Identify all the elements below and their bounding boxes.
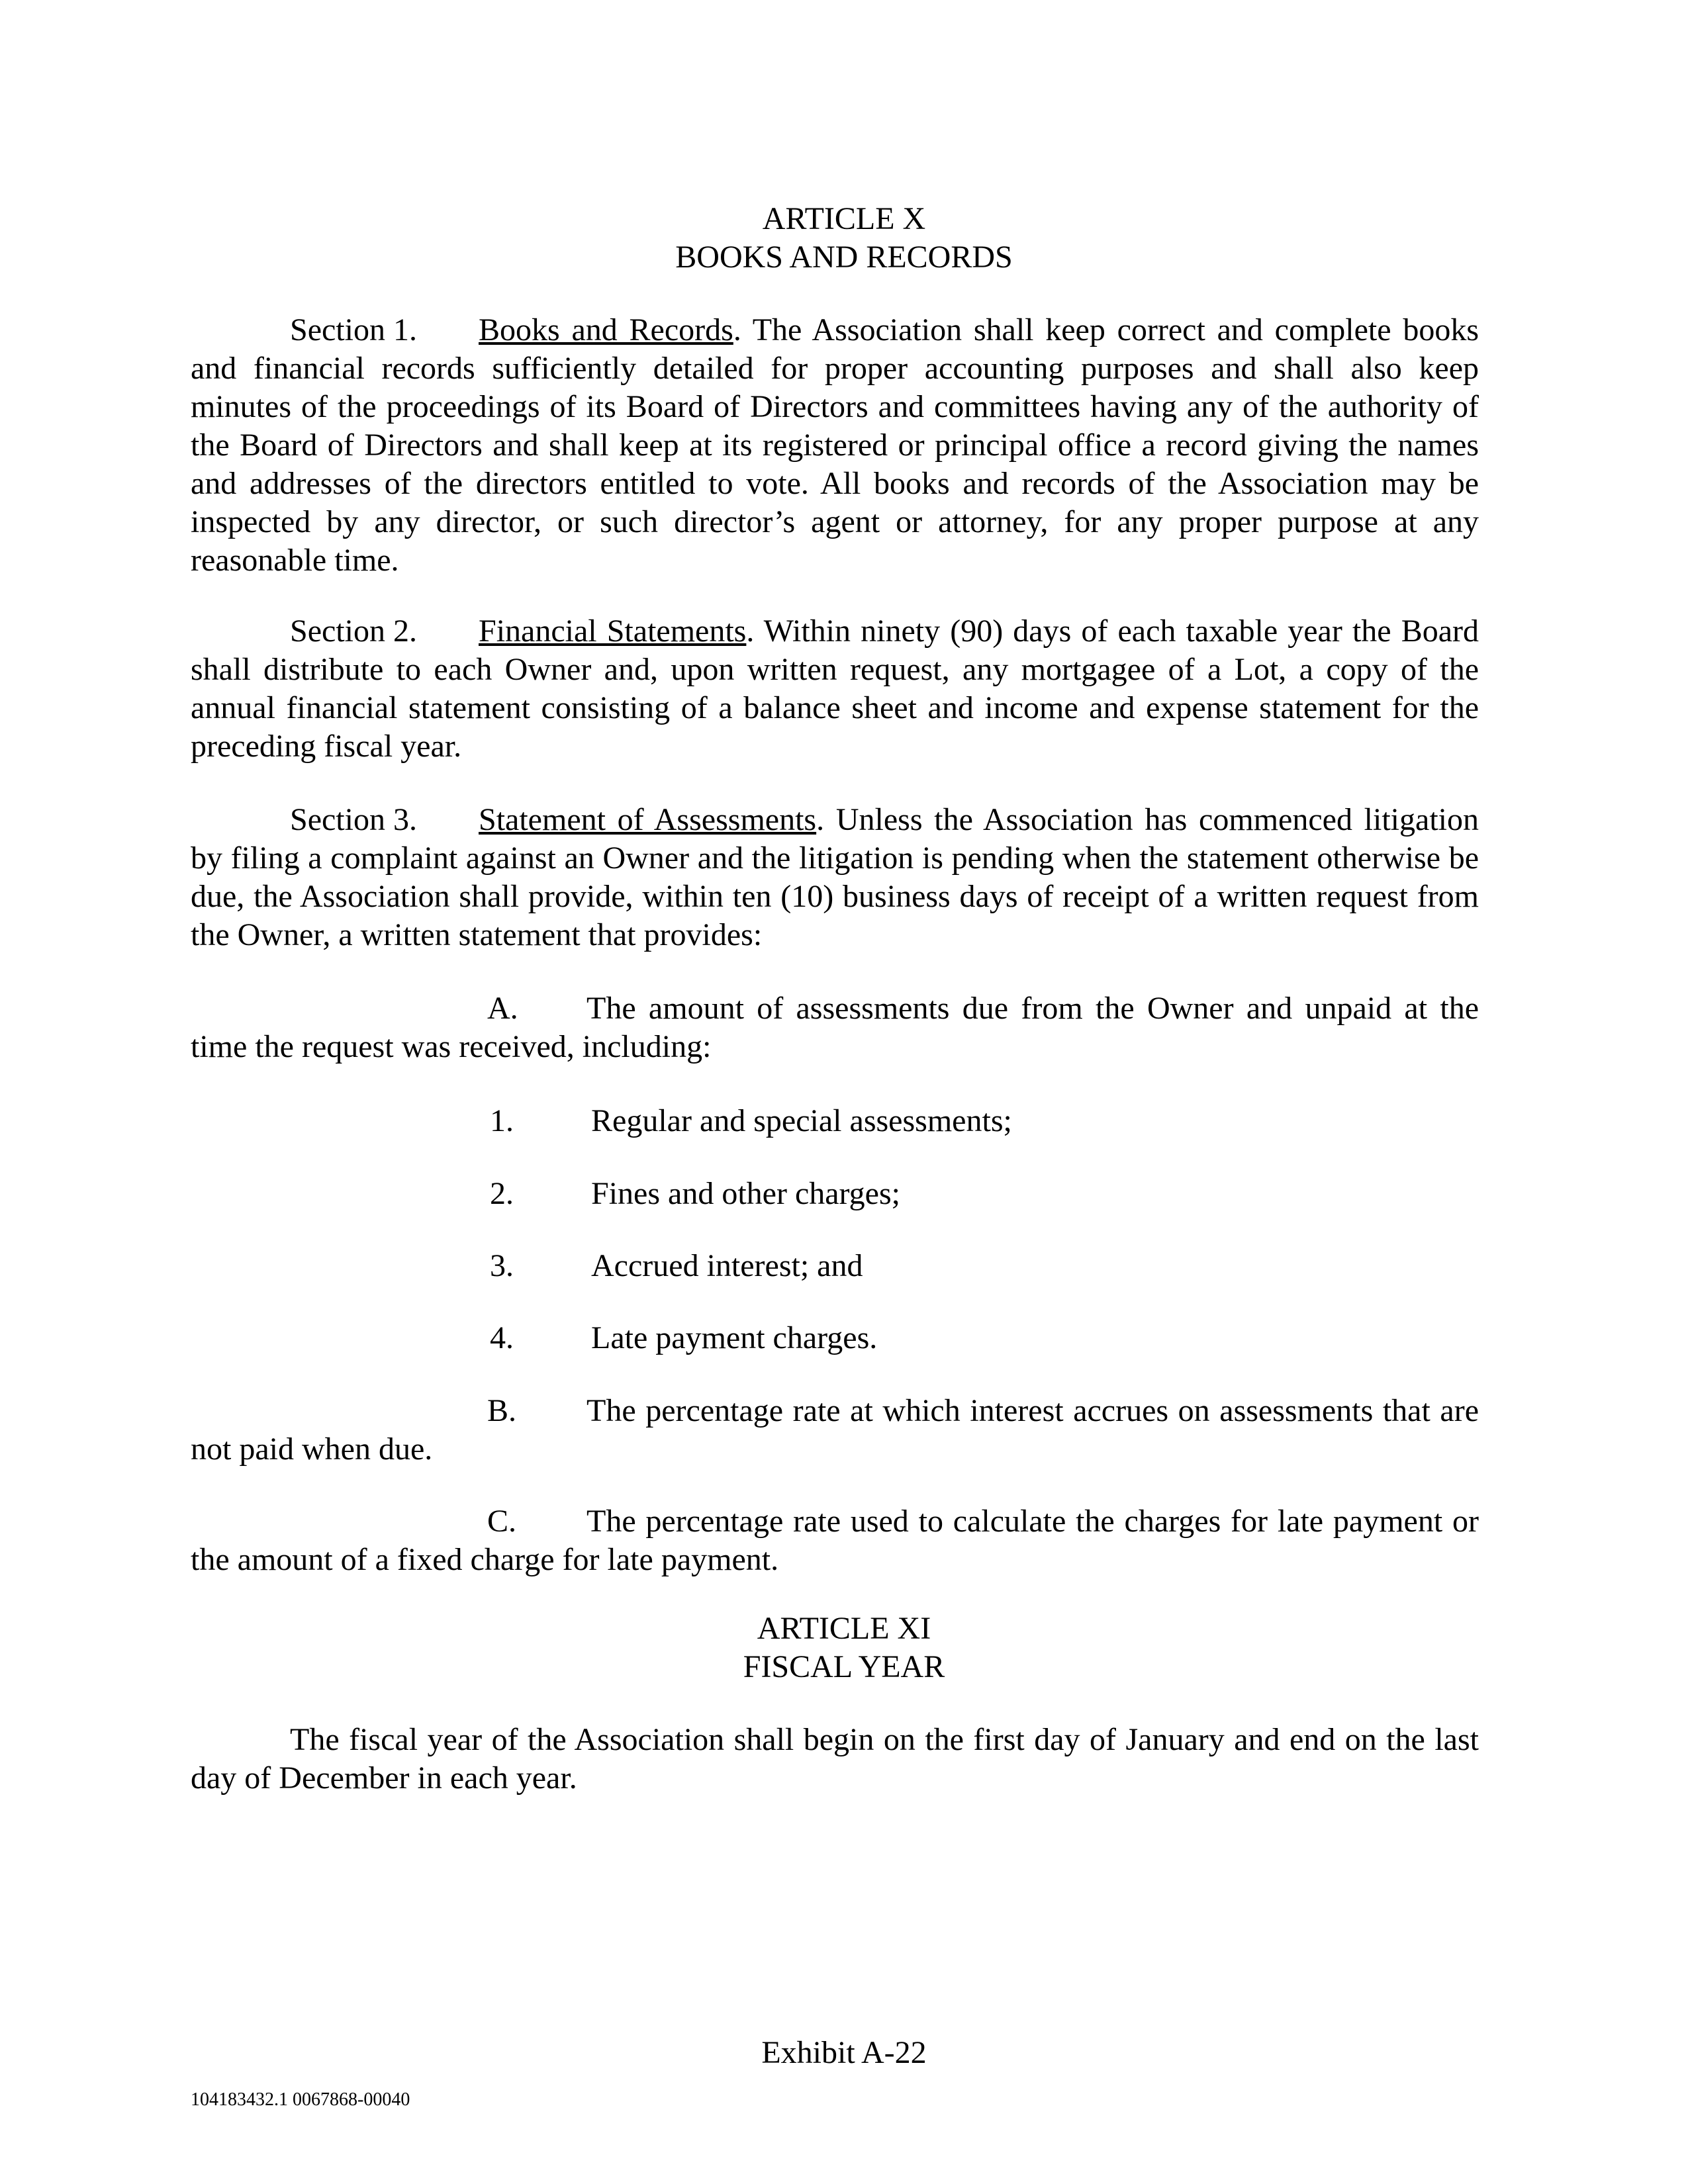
subsection-c [191, 1502, 1479, 1579]
list-item-text: Accrued interest; and [591, 1248, 863, 1283]
article-xi-heading: ARTICLE XI [757, 1611, 931, 1646]
section-1-paragraph [191, 311, 1479, 580]
article-x-heading: ARTICLE X [762, 201, 926, 236]
subsection-b [191, 1392, 1479, 1469]
section-2-label: Section 2. [290, 614, 417, 649]
subsection-a [191, 989, 1479, 1066]
list-item-text: Fines and other charges; [591, 1176, 900, 1211]
article-xi-title: FISCAL YEAR [743, 1649, 945, 1684]
section-3-label: Section 3. [290, 802, 417, 837]
document-id: 104183432.1 0067868-00040 [191, 2089, 410, 2110]
section-3-body: . Unless the Association has commenced litigation by filing a complaint against an Owner and the litigation is pending when the statement otherwise be due, the Association shall provide, within ten (10) business days of receipt of a written request from the Owner, a written statement that provides: [191, 802, 1479, 952]
section-1-label: Section 1. [290, 312, 417, 347]
section-2-paragraph [191, 612, 1479, 766]
list-item-number: 4. [490, 1320, 514, 1355]
list-item-text: Regular and special assessments; [591, 1103, 1012, 1138]
section-1-body: . The Association shall keep correct and complete books and financial records sufficiently detailed for proper accounting purposes and shall also keep minutes of the proceedings of its Board of Directors and committees having any of the authority of the Board of Directors and shall keep at its registered or principal office a record giving the names and addresses of the directors entitled to vote. All books and records of the Association may be inspected by any director, or such director’s agent or attorney, for any proper purpose at any reasonable time. [191, 312, 1479, 578]
section-2-title: Financial Statements [479, 614, 747, 649]
subsection-b-body: The percentage rate at which interest accrues on assessments that are not paid when due. [191, 1393, 1479, 1467]
exhibit-label: Exhibit A-22 [761, 2035, 927, 2070]
section-2-body: . Within ninety (90) days of each taxable year the Board shall distribute to each Owner and, upon written request, any mortgagee of a Lot, a copy of the annual financial statement consisting of a balance sheet and income and expense statement for the preceding fiscal year. [191, 614, 1479, 764]
article-x-title: BOOKS AND RECORDS [675, 240, 1013, 275]
subsection-c-label: C. [487, 1504, 517, 1539]
list-item-number: 2. [490, 1176, 514, 1211]
fiscal-year-paragraph: The fiscal year of the Association shall begin on the first day of January and end on the last day of December in each year. [191, 1722, 1479, 1796]
list-item-number: 1. [490, 1103, 514, 1138]
section-3-title: Statement of Assessments [479, 802, 817, 837]
list-item-text: Late payment charges. [591, 1320, 878, 1355]
subsection-a-label: A. [487, 991, 518, 1026]
subsection-a-body: The amount of assessments due from the Owner and unpaid at the time the request was received, including: [191, 991, 1479, 1064]
section-3-paragraph [191, 801, 1479, 954]
section-1-title: Books and Records [479, 312, 733, 347]
subsection-c-body: The percentage rate used to calculate the charges for late payment or the amount of a fixed charge for late payment. [191, 1504, 1479, 1577]
list-item-number: 3. [490, 1248, 514, 1283]
subsection-b-label: B. [487, 1393, 517, 1428]
